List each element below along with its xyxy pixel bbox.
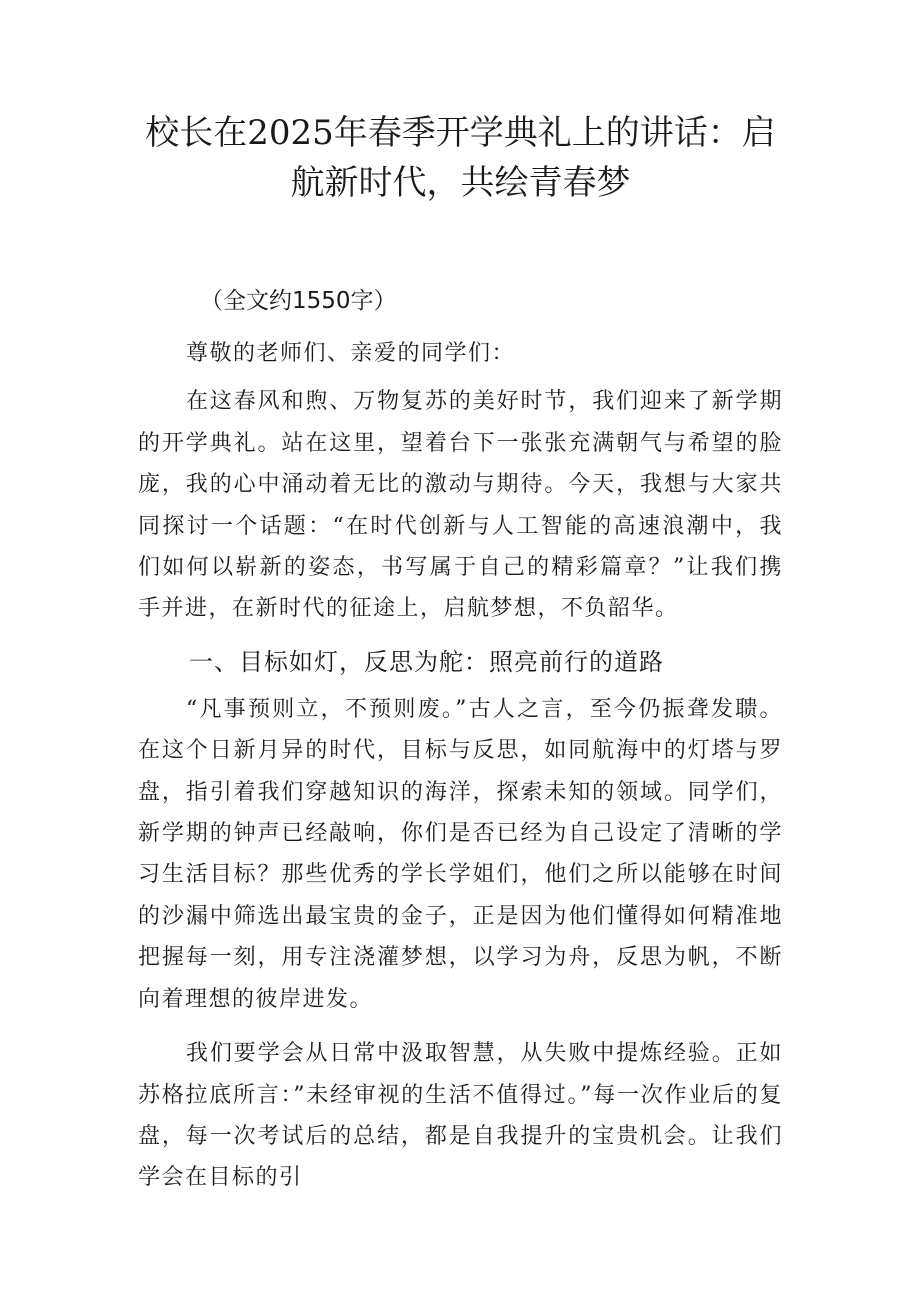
salutation: 尊敬的老师们、亲爱的同学们： (186, 341, 516, 366)
word-count-note: （全文约1550字） (200, 288, 397, 314)
paragraph-reflection: 我们要学会从日常中汲取智慧，从失败中提炼经验。正如苏格拉底所言：”未经审视的生活不值得过。”每一次作业后的复盘，每一次考试后的总结，都是自我提升的宝贵机会。让我们学会在目标的引 (138, 1041, 783, 1191)
paragraph-opening: 在这春风和煦、万物复苏的美好时节，我们迎来了新学期的开学典礼。站在这里，望着台下一张张充满朝气与希望的脸庞，我的心中涌动着无比的激动与期待。今天，我想与大家共同探讨一个话题：“在时代创新与人工智能的高速浪潮中，我们如何以崭新的姿态，书写属于自己的精彩篇章？”让我们携手并进，在新时代的征途上，启航梦想，不负韶华。 (138, 389, 783, 622)
paragraph-goals: “凡事预则立，不预则废。”古人之言，至今仍振聋发聩。在这个日新月异的时代，目标与反思，如同航海中的灯塔与罗盘，指引着我们穿越知识的海洋，探索未知的领域。同学们，新学期的钟声已经敲响，你们是否已经为自己设定了清晰的学习生活目标？那些优秀的学长学姐们，他们之所以能够在时间的沙漏中筛选出最宝贵的金子，正是因为他们懂得如何精准地把握每一刻，用专注浇灌梦想，以学习为舟，反思为帆，不断向着理想的彼岸进发。 (138, 696, 783, 1012)
document-title: 校长在2025年春季开学典礼上的讲话：启航新时代，共绘青春梦 (145, 113, 776, 203)
section-heading-1: 一、目标如灯，反思为舵：照亮前行的道路 (189, 647, 664, 676)
